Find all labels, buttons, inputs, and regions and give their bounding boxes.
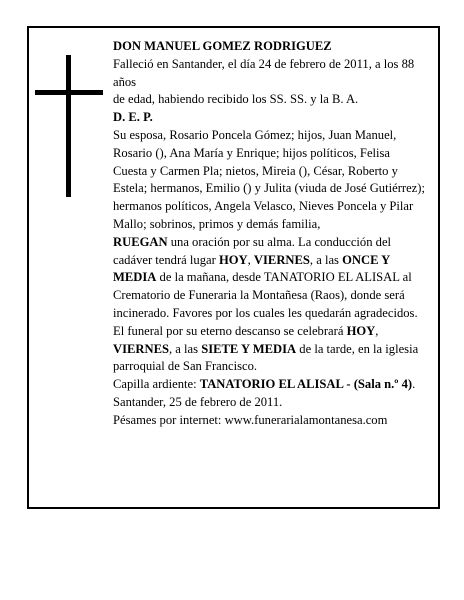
ruegan-label: RUEGAN (113, 234, 168, 249)
funeral-time: SIETE Y MEDIA (201, 341, 297, 356)
transfer-day: HOY (218, 252, 248, 267)
chapel-line (113, 376, 425, 394)
cross-vertical-bar (66, 55, 71, 197)
ceremony-details (113, 234, 425, 376)
chapel-label: Capilla ardiente: (113, 377, 200, 392)
rest-in-peace: D. E. P. (113, 110, 153, 125)
transfer-details: de la mañana, desde TANATORIO EL ALISAL al Crematorio de Funeraria la Montañesa (Raos), donde será incinerado. Favores por los cuales les quedarán agradecidos. El funeral por su eterno descanso se celebrará (113, 270, 418, 338)
chapel-value: TANATORIO EL ALISAL - (Sala n.º 4) (199, 377, 413, 392)
separator-2: , (375, 323, 379, 338)
notice-date: Santander, 25 de febrero de 2011. (113, 394, 283, 409)
separator: , (247, 252, 254, 267)
prayer-text: una oración por su alma. La conducción del cadáver tendrá lugar (113, 234, 392, 267)
funeral-details: de la tarde, en la iglesia parroquial de San Francisco. (113, 341, 419, 374)
family-list: Su esposa, Rosario Poncela Gómez; hijos, Juan Manuel, Rosario (), Ana María y Enrique; hijos políticos, Felisa Cuesta y Carmen Pla; nietos, Mireia (), César, Roberto y Estela; hermanos, Emilio () y Julita (viuda de José Gutiérrez); hermanos políticos, Angela Velasco, Nieves Poncela y Pilar Mallo; sobrinos, primos y demás familia, (113, 127, 425, 231)
deceased-name: DON MANUEL GOMEZ RODRIGUEZ (113, 39, 332, 53)
death-announcement-continued: de edad, habiendo recibido los SS. SS. y la B. A. (113, 92, 359, 107)
time-prefix: , a las (309, 252, 343, 267)
condolences-line: Pésames por internet: www.funerarialamontanesa.com (113, 412, 388, 427)
obituary-text (113, 38, 425, 430)
chapel-end: . (412, 377, 416, 392)
cross-icon (35, 55, 103, 197)
cross-horizontal-bar (35, 90, 103, 95)
funeral-day: HOY (346, 323, 376, 338)
transfer-weekday: VIERNES (253, 252, 310, 267)
transfer-time: ONCE Y MEDIA (113, 252, 390, 285)
funeral-weekday: VIERNES (113, 341, 169, 356)
time-prefix-2: , a las (169, 341, 202, 356)
death-announcement: Falleció en Santander, el día 24 de febrero de 2011, a los 88 años (113, 56, 415, 89)
